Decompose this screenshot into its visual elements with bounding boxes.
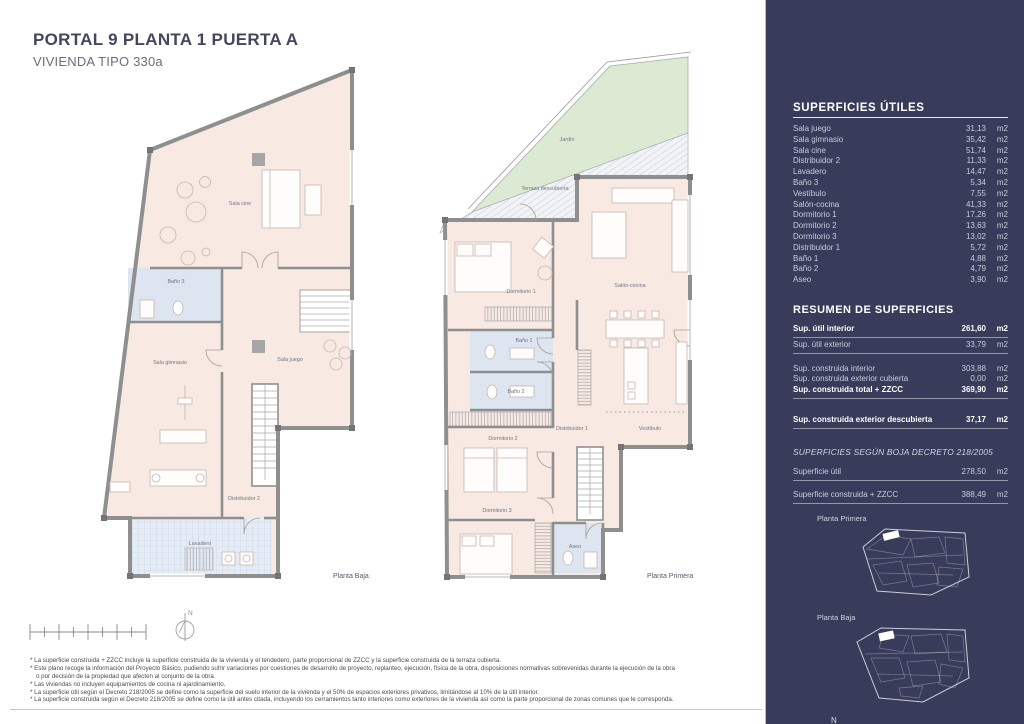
room-label-dormitorio1: Dormitorio 1 xyxy=(506,289,536,295)
ground-stairs-upper xyxy=(300,290,352,332)
keyplan-primera xyxy=(793,514,1008,603)
room-label-sala-juego: Sala juego xyxy=(277,357,303,363)
room-label-bano3: Baño 3 xyxy=(167,279,185,285)
row-label: Baño 3 xyxy=(793,177,819,187)
keyplan-unit-highlight xyxy=(883,530,900,541)
table-row xyxy=(793,466,1008,481)
table-row xyxy=(793,340,1008,354)
footer-notes xyxy=(30,657,678,704)
table-row xyxy=(793,178,1008,189)
north-arrow xyxy=(176,610,194,641)
footer-rule xyxy=(10,709,762,710)
boja-table xyxy=(793,466,1008,504)
table-row xyxy=(793,221,1008,232)
row-value: 303,88 xyxy=(961,363,986,373)
keyplan-unit-highlight xyxy=(878,630,894,641)
row-value: 31,13 xyxy=(965,124,986,133)
row-value: 33,79 xyxy=(965,339,986,349)
sidebar xyxy=(766,0,1024,724)
row-value: 17,26 xyxy=(965,210,986,220)
row-label: Dormitorio 1 xyxy=(793,210,837,220)
page-title: PORTAL 9 PLANTA 1 PUERTA A xyxy=(33,30,299,49)
row-label: Distribuidor 1 xyxy=(793,242,841,252)
room-label-aseo: Aseo xyxy=(568,544,582,550)
footer-note: * Este plano recoge la información del Proyecto Básico, pudiendo sufrir variaciones por cuestiones de desarrollo de proyecto, replanteo, ejecución, física de la obra, disposiciones normativas sobrevenidas durante la ejecución de la obra o por decisión de la propiedad que afecten al conjunto de la obra. xyxy=(30,664,675,680)
row-unit: m2 xyxy=(996,339,1008,349)
row-label: Vestíbulo xyxy=(793,188,826,198)
row-unit: m2 xyxy=(996,231,1008,241)
keyplan-baja-label: Planta Baja xyxy=(817,612,856,622)
superficies-utiles-table xyxy=(793,124,1008,286)
row-value: 278,50 xyxy=(961,466,986,476)
footer-note: * La superficie construida + ZZCC incluye la superficie construida de la vivienda y el tendedero, parte proporcional de ZZCC y la superficie construida de la terraza cubierta. xyxy=(30,657,502,664)
row-unit: m2 xyxy=(996,210,1008,220)
row-value: 4,79 xyxy=(970,264,986,274)
keyplan-primera-drawing xyxy=(853,525,973,603)
row-unit: m2 xyxy=(996,145,1008,155)
table-row xyxy=(793,364,1008,375)
row-value: 0,00 xyxy=(970,374,986,384)
row-label: Superficie útil xyxy=(793,466,842,476)
room-label-terraza: Terraza descubierta xyxy=(521,186,569,192)
table-row xyxy=(793,124,1008,135)
row-value: 388,49 xyxy=(961,489,986,499)
row-label: Baño 2 xyxy=(793,264,819,274)
row-label: Dormitorio 2 xyxy=(793,221,837,231)
keyplan-baja xyxy=(793,613,1008,706)
footer-note: * La superficie útil según el Decreto 218/2005 se define como la superficie del suelo interior de la vivienda y el 50% de espacios exteriores privativos, limitándose al 10% de la útil interior. xyxy=(30,688,540,696)
sidebar-north-label: N xyxy=(831,715,837,724)
row-value: 4,88 xyxy=(970,253,986,263)
row-label: Sup. construida exterior descubierta xyxy=(793,414,933,424)
row-unit: m2 xyxy=(996,124,1008,133)
row-value: 13,02 xyxy=(965,231,986,241)
table-row xyxy=(793,324,1008,338)
row-label: Aseo xyxy=(793,275,812,285)
row-label: Sup. útil exterior xyxy=(793,339,851,349)
first-plan-caption: Planta Primera xyxy=(647,573,694,580)
table-row xyxy=(793,189,1008,200)
room-label-sala-cine: Sala cine xyxy=(228,201,252,207)
first-floor-plan xyxy=(440,52,693,580)
row-value: 37,17 xyxy=(965,414,986,424)
row-label: Sup. construida exterior cubierta xyxy=(793,374,909,384)
boja-title: SUPERFICIES SEGÚN BOJA DECRETO 218/2005 xyxy=(793,446,994,457)
row-value: 13,63 xyxy=(965,221,986,231)
row-unit: m2 xyxy=(996,188,1008,198)
row-unit: m2 xyxy=(996,156,1008,166)
row-unit: m2 xyxy=(996,242,1008,252)
row-unit: m2 xyxy=(996,167,1008,177)
row-label: Salón-cocina xyxy=(793,199,840,209)
keyplan-primera-label: Planta Primera xyxy=(817,513,867,523)
row-label: Superficie construida + ZZCC xyxy=(793,489,899,499)
row-value: 11,33 xyxy=(966,156,986,166)
room-label-jardin: Jardín xyxy=(559,137,575,143)
row-label: Distribuidor 2 xyxy=(793,156,841,166)
row-value: 5,72 xyxy=(970,242,986,252)
room-label-dormitorio3: Dormitorio 3 xyxy=(482,508,512,514)
ground-stairs xyxy=(252,384,278,486)
row-value: 369,90 xyxy=(961,385,986,395)
room-label-salon-cocina: Salón-cocina xyxy=(614,283,646,289)
table-row xyxy=(793,243,1008,254)
room-label-bano1: Baño 1 xyxy=(515,338,533,344)
table-row xyxy=(793,210,1008,221)
row-value: 51,74 xyxy=(965,145,986,155)
row-unit: m2 xyxy=(996,414,1008,424)
table-row xyxy=(793,156,1008,167)
row-label: Sup. construida total + ZZCC xyxy=(793,385,904,395)
row-unit: m2 xyxy=(996,489,1008,499)
resumen-table xyxy=(793,324,1008,429)
table-row xyxy=(793,385,1008,399)
table-row xyxy=(793,232,1008,243)
room-label-lavadero: Lavadero xyxy=(188,541,212,547)
table-row xyxy=(793,489,1008,504)
row-unit: m2 xyxy=(996,264,1008,274)
table-row xyxy=(793,146,1008,157)
row-unit: m2 xyxy=(996,385,1008,395)
row-unit: m2 xyxy=(996,177,1008,187)
room-label-distribuidor2: Distribuidor 2 xyxy=(228,496,260,502)
row-unit: m2 xyxy=(996,134,1008,144)
room-label-vestibulo: Vestíbulo xyxy=(638,426,662,432)
footer-note: * La superficie construida según el Decreto 218/2005 se define como la útil antes citada, incluyendo los cerramientos tanto interiores como exteriores de la vivienda así como la parte proporcional de zonas comunes que le corresponda. xyxy=(30,696,674,704)
row-value: 5,34 xyxy=(970,177,986,187)
row-value: 3,90 xyxy=(970,275,986,285)
table-row xyxy=(793,264,1008,275)
resumen-title: RESUMEN DE SUPERFICIES xyxy=(793,303,954,316)
sidebar-north-arrow xyxy=(815,714,1008,724)
row-label: Sala gimnasio xyxy=(793,134,844,144)
page-subtitle: VIVIENDA TIPO 330a xyxy=(33,54,163,69)
table-row xyxy=(793,254,1008,265)
table-row xyxy=(793,374,1008,385)
row-unit: m2 xyxy=(996,275,1008,285)
row-unit: m2 xyxy=(996,253,1008,263)
room-label-distribuidor1: Distribuidor 1 xyxy=(556,426,588,432)
row-label: Sala cine xyxy=(793,145,826,155)
row-value: 261,60 xyxy=(961,323,986,333)
row-unit: m2 xyxy=(996,221,1008,231)
ground-plan-caption: Planta Baja xyxy=(333,573,369,580)
table-row xyxy=(793,275,1008,286)
row-unit: m2 xyxy=(996,323,1008,333)
table-row xyxy=(793,415,1008,429)
table-row xyxy=(793,167,1008,178)
row-label: Sala juego xyxy=(793,124,831,133)
room-label-bano2: Baño 2 xyxy=(507,389,525,395)
north-label: N xyxy=(188,610,193,617)
row-unit: m2 xyxy=(996,466,1008,476)
row-unit: m2 xyxy=(996,374,1008,384)
row-label: Baño 1 xyxy=(793,253,819,263)
table-row xyxy=(793,200,1008,211)
ground-floor-plan xyxy=(101,67,369,580)
row-label: Lavadero xyxy=(793,167,827,177)
table-row xyxy=(793,135,1008,146)
room-label-sala-gimnasio: Sala gimnasio xyxy=(153,360,187,366)
row-value: 41,33 xyxy=(965,199,986,209)
row-label: Sup. útil interior xyxy=(793,323,855,333)
row-value: 14,47 xyxy=(965,167,986,177)
scale-bar xyxy=(30,624,146,640)
row-value: 7,55 xyxy=(970,188,986,198)
room-label-dormitorio2: Dormitorio 2 xyxy=(488,436,518,442)
row-unit: m2 xyxy=(996,363,1008,373)
footer-note: * Las viviendas no incluyen equipamientos de cocina ni ajardinamiento. xyxy=(30,680,226,688)
row-label: Dormitorio 3 xyxy=(793,231,837,241)
keyplan-baja-drawing xyxy=(853,624,973,706)
row-label: Sup. construida interior xyxy=(793,363,876,373)
first-stairs xyxy=(577,447,603,520)
row-unit: m2 xyxy=(996,199,1008,209)
superficies-utiles-title: SUPERFICIES ÚTILES xyxy=(793,102,1008,118)
row-value: 35,42 xyxy=(965,134,986,144)
